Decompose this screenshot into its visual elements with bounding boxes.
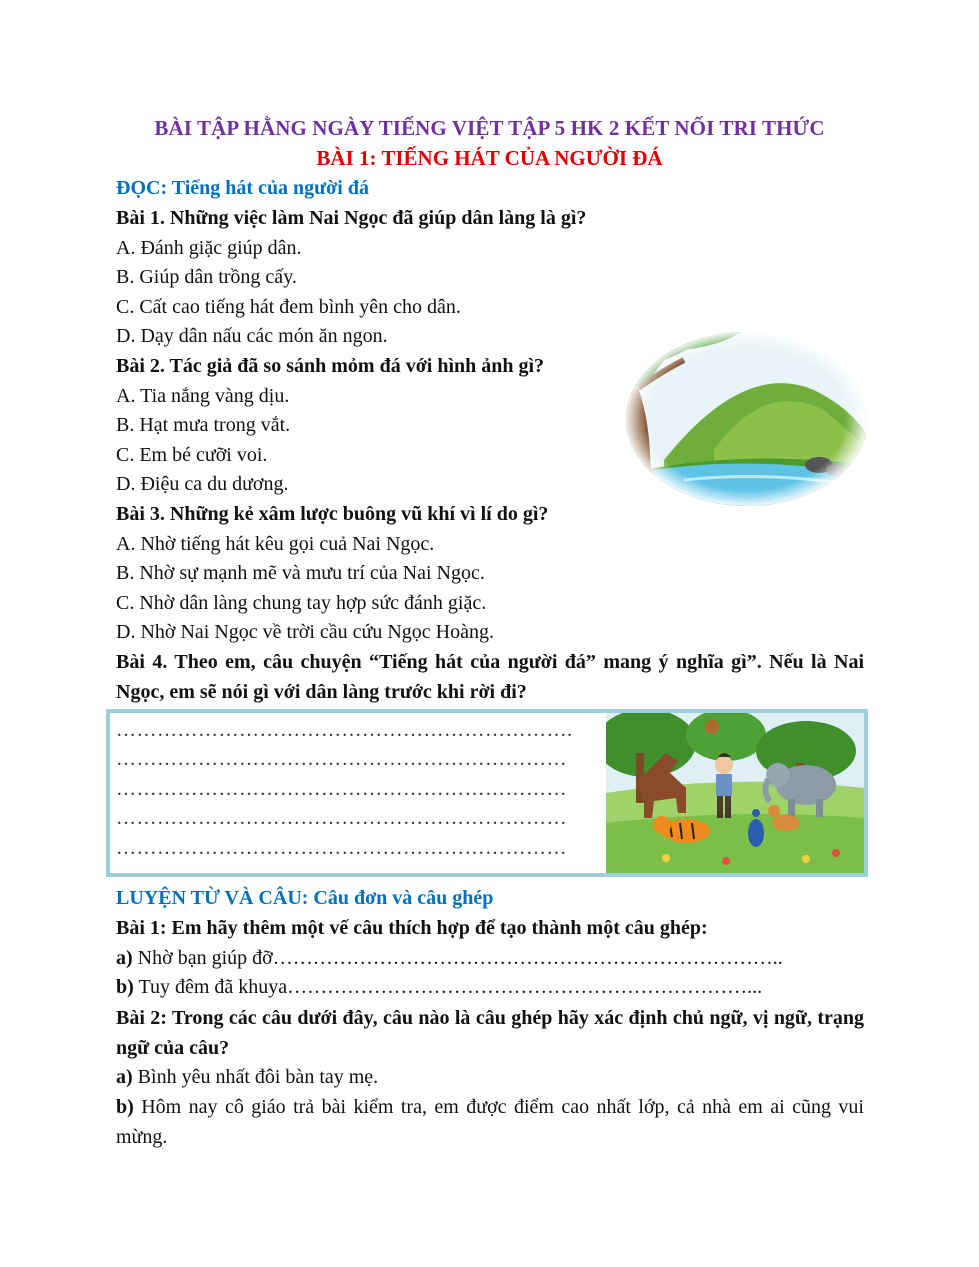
- g1-item-b-label: b): [116, 976, 134, 998]
- q1-question: Bài 1. Những việc làm Nai Ngọc đã giúp dân làng là gì?: [116, 207, 587, 229]
- lesson-title: BÀI 1: TIẾNG HÁT CỦA NGƯỜI ĐÁ: [316, 146, 663, 170]
- grammar-heading: LUYỆN TỪ VÀ CÂU: Câu đơn và câu ghép: [116, 887, 494, 909]
- q2-question: Bài 2. Tác giả đã so sánh mỏm đá với hình ảnh gì?: [116, 355, 545, 377]
- g2-question: Bài 2: Trong các câu dưới đây, câu nào là câu ghép hãy xác định chủ ngữ, vị ngữ, trạng ngữ của câu?: [116, 1007, 864, 1059]
- q1-option-c: C. Cất cao tiếng hát đem bình yên cho dân.: [116, 296, 461, 318]
- answer-line-1: ………………………………………………………….: [116, 719, 573, 741]
- q3-option-a: A. Nhờ tiếng hát kêu gọi cuả Nai Ngọc.: [116, 533, 435, 555]
- q2-option-c: C. Em bé cưỡi voi.: [116, 444, 268, 466]
- q2-option-a: A. Tia nắng vàng dịu.: [116, 385, 290, 407]
- g1-item-b: [116, 975, 762, 999]
- q3-option-c: C. Nhờ dân làng chung tay hợp sức đánh giặc.: [116, 592, 487, 614]
- animals-illustration: [606, 713, 864, 873]
- answer-line-4: …………………………………………………………: [116, 807, 567, 829]
- answer-line-3: …………………………………………………………: [116, 778, 567, 800]
- g2-item-b: [116, 1093, 864, 1152]
- q1-option-b: B. Giúp dân trồng cấy.: [116, 266, 297, 288]
- g1-question: Bài 1: Em hãy thêm một vế câu thích hợp để tạo thành một câu ghép:: [116, 917, 708, 939]
- answer-line-2: …………………………………………………………: [116, 748, 567, 770]
- g2-item-a-label: a): [116, 1066, 133, 1088]
- g1-item-a-label: a): [116, 947, 133, 969]
- q4-question: Bài 4. Theo em, câu chuyện “Tiếng hát của người đá” mang ý nghĩa gì”. Nếu là Nai Ngọc, em sẽ nói gì với dân làng trước khi rời đi?: [116, 651, 864, 703]
- landscape-illustration: [624, 330, 870, 508]
- g1-item-b-text: Tuy đêm đã khuya……………………………………………………………...: [138, 976, 763, 998]
- q2-option-d: D. Điệu ca du dương.: [116, 473, 289, 495]
- worksheet-title: BÀI TẬP HẰNG NGÀY TIẾNG VIỆT TẬP 5 HK 2 KẾT NỐI TRI THỨC: [154, 116, 825, 140]
- g2-item-a: [116, 1065, 378, 1089]
- q3-option-d: D. Nhờ Nai Ngọc về trời cầu cứu Ngọc Hoàng.: [116, 621, 494, 643]
- g2-item-a-text: Bình yêu nhất đôi bàn tay mẹ.: [137, 1066, 379, 1088]
- g2-item-b-text: Hôm nay cô giáo trả bài kiểm tra, em được điểm cao nhất lớp, cả nhà em ai cũng vui mừng.: [116, 1096, 864, 1148]
- reading-heading: ĐỌC: Tiếng hát của người đá: [116, 177, 369, 199]
- g2-item-b-label: b): [116, 1096, 134, 1118]
- q1-option-a: A. Đánh giặc giúp dân.: [116, 237, 302, 259]
- g1-item-a: [116, 946, 783, 970]
- q3-question: Bài 3. Những kẻ xâm lược buông vũ khí vì lí do gì?: [116, 503, 549, 525]
- g1-item-a-text: Nhờ bạn giúp đỡ…………………………………………………………………..: [137, 947, 783, 969]
- q2-option-b: B. Hạt mưa trong vắt.: [116, 414, 291, 436]
- q3-option-b: B. Nhờ sự mạnh mẽ và mưu trí của Nai Ngọc.: [116, 562, 485, 584]
- answer-line-5: …………………………………………………………: [116, 837, 567, 859]
- q1-option-d: D. Dạy dân nấu các món ăn ngon.: [116, 325, 388, 347]
